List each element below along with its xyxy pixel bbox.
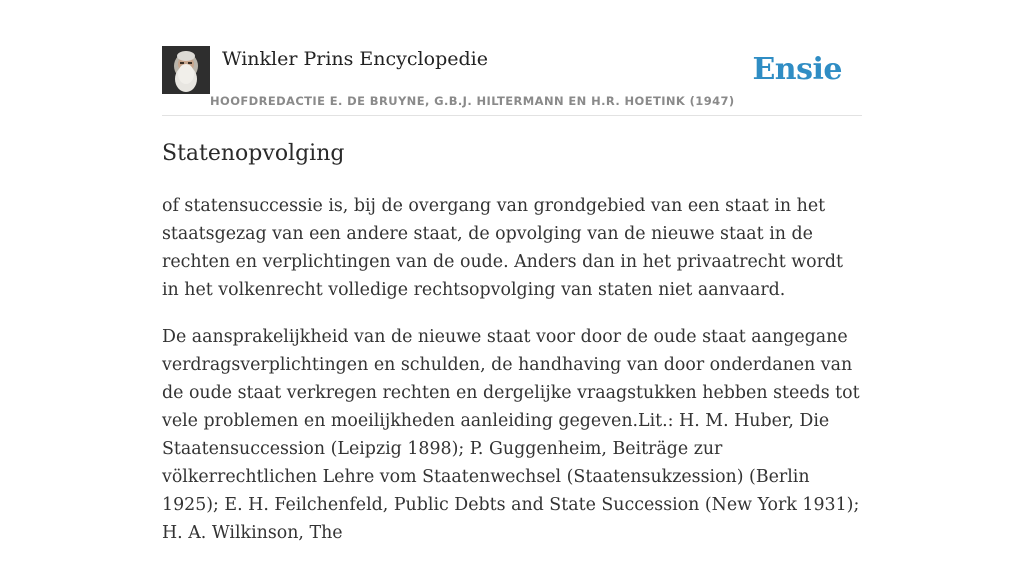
bearded-man-portrait-icon bbox=[162, 46, 210, 94]
article-title: Statenopvolging bbox=[162, 141, 345, 166]
paragraph: De aansprakelijkheid van de nieuwe staat voor door de oude staat aangegane verdragsverplichtingen en schulden, de handhaving van door onderdanen van de oude staat verkregen rechten en dergelijke vraagstukken hebben steeds tot vele problemen en moeilijkheden aanleiding gegeven.Lit.: H. M. Huber, Die Staatensuccession (Leipzig 1898); P. Guggenheim, Beiträge zur völkerrechtlichen Lehre vom Staatenwechsel (Staatensukzession) (Berlin 1925); E. H. Feilchenfeld, Public Debts and State Succession (New York 1931); H. A. Wilkinson, The bbox=[162, 327, 860, 543]
source-title[interactable]: Winkler Prins Encyclopedie bbox=[222, 48, 488, 70]
paragraph: of statensuccessie is, bij de overgang van grondgebied van een staat in het staatsgezag van een andere staat, de opvolging van de nieuwe staat in de rechten en verplichtingen van de oude. Anders dan in het privaatrecht wordt in het volkenrecht volledige rechtsopvolging van staten niet aanvaard. bbox=[162, 196, 844, 300]
article-body bbox=[162, 192, 862, 566]
ensie-logo-link[interactable]: Ensie bbox=[752, 52, 842, 87]
avatar[interactable] bbox=[162, 46, 210, 94]
source-subtitle: HOOFDREDACTIE E. DE BRUYNE, G.B.J. HILTERMANN EN H.R. HOETINK (1947) bbox=[210, 94, 735, 108]
source-header bbox=[162, 46, 862, 116]
